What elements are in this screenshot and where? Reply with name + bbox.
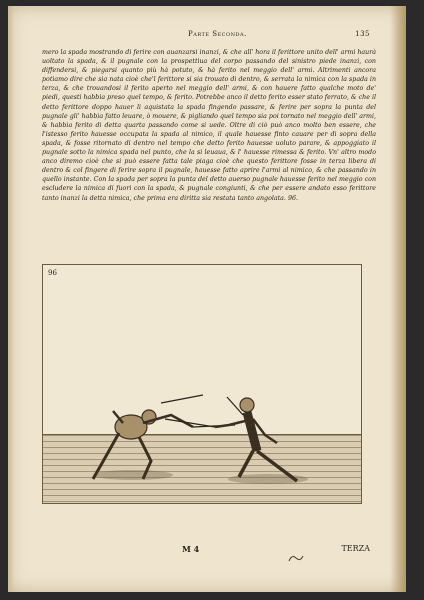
- page-edge-shadow: [8, 6, 14, 592]
- plate-number: 96: [48, 269, 57, 277]
- body-paragraph: [42, 48, 376, 264]
- page-number: 135: [355, 30, 370, 38]
- engraving-plate: [42, 264, 362, 504]
- signature-mark: M 4: [182, 544, 200, 554]
- left-dagger: [161, 395, 203, 403]
- plate-reference: 96.: [287, 194, 298, 202]
- book-page: [8, 6, 406, 592]
- right-fencer: [215, 398, 297, 481]
- binding-shadow: [390, 6, 406, 592]
- fencers-illustration: [43, 265, 361, 503]
- running-title: Parte Seconda.: [188, 30, 247, 38]
- body-text: mero la spada mostrando di ferire con auanzarsi inanzi, & che all' hora il ferittore unito dell' armi haurà uoltato la spada, & il pugnale con la prospettiua del corpo passando del sinistro piede inanzi, con diffendersi, & piegarsi quanto più hà potuto, & hà ferito nel meggio dell' armi. Altrimenti ancora potiamo dire che sia nata cioè che'l ferittore si sia trouato di dentro, & serrata la nimica con la spada in terza, & che trouandosi il ferito aperto nel meggio dell' armi, & con hauere fatto qualche moto de' piedi, questi habbia preso quel tempo, & ferito. Potrebbe anco il detto ferito esser stato ferrato, & che il detto ferittore doppo hauer li aquistata la spada fingendo passare, & ferire per sopra la punta del pugnale gli' habbia fatto leuare, ò mouere, & pigliando quel tempo sia poi tornato nel meggio dell' armi, & habbia ferito di detta quarta passando come si uede. Oltre di ciò può anco molto ben essere, che l'istesso ferito hauesse occupata la spada al nimico, il quale hauesse finto cauare per di sopra della spada, & fosse ritornato di dentro nel tempo che detto ferito hauesse uoluto parare, & appoggiato il pugnale sotto la nimica spada nel punto, che la si leuaua, & l' hauesse rimessa & ferito. Vn' altro modo anco diremo cioè che si può essere fatta tale piaga cioè che questo ferittore fosse in terza libera di dentro & col fingere di ferire sopra il pugnale, hauesse fatto aprire l'armi al nimico, & che passando in quello instante. Con la spada per sopra la punta del detto auerso pugnale hauesse ferito nel meggio con escludere la nimica di fuori con la spada, & pugnale congiunti, & che per essere andato esso ferittore tanto inanzi la detta nimica, che prima era diritta sia restata tanto angolata.: [42, 49, 376, 202]
- catchword: TERZA: [341, 544, 370, 553]
- library-stamp-icon: [288, 553, 304, 563]
- left-fencer: [93, 410, 193, 479]
